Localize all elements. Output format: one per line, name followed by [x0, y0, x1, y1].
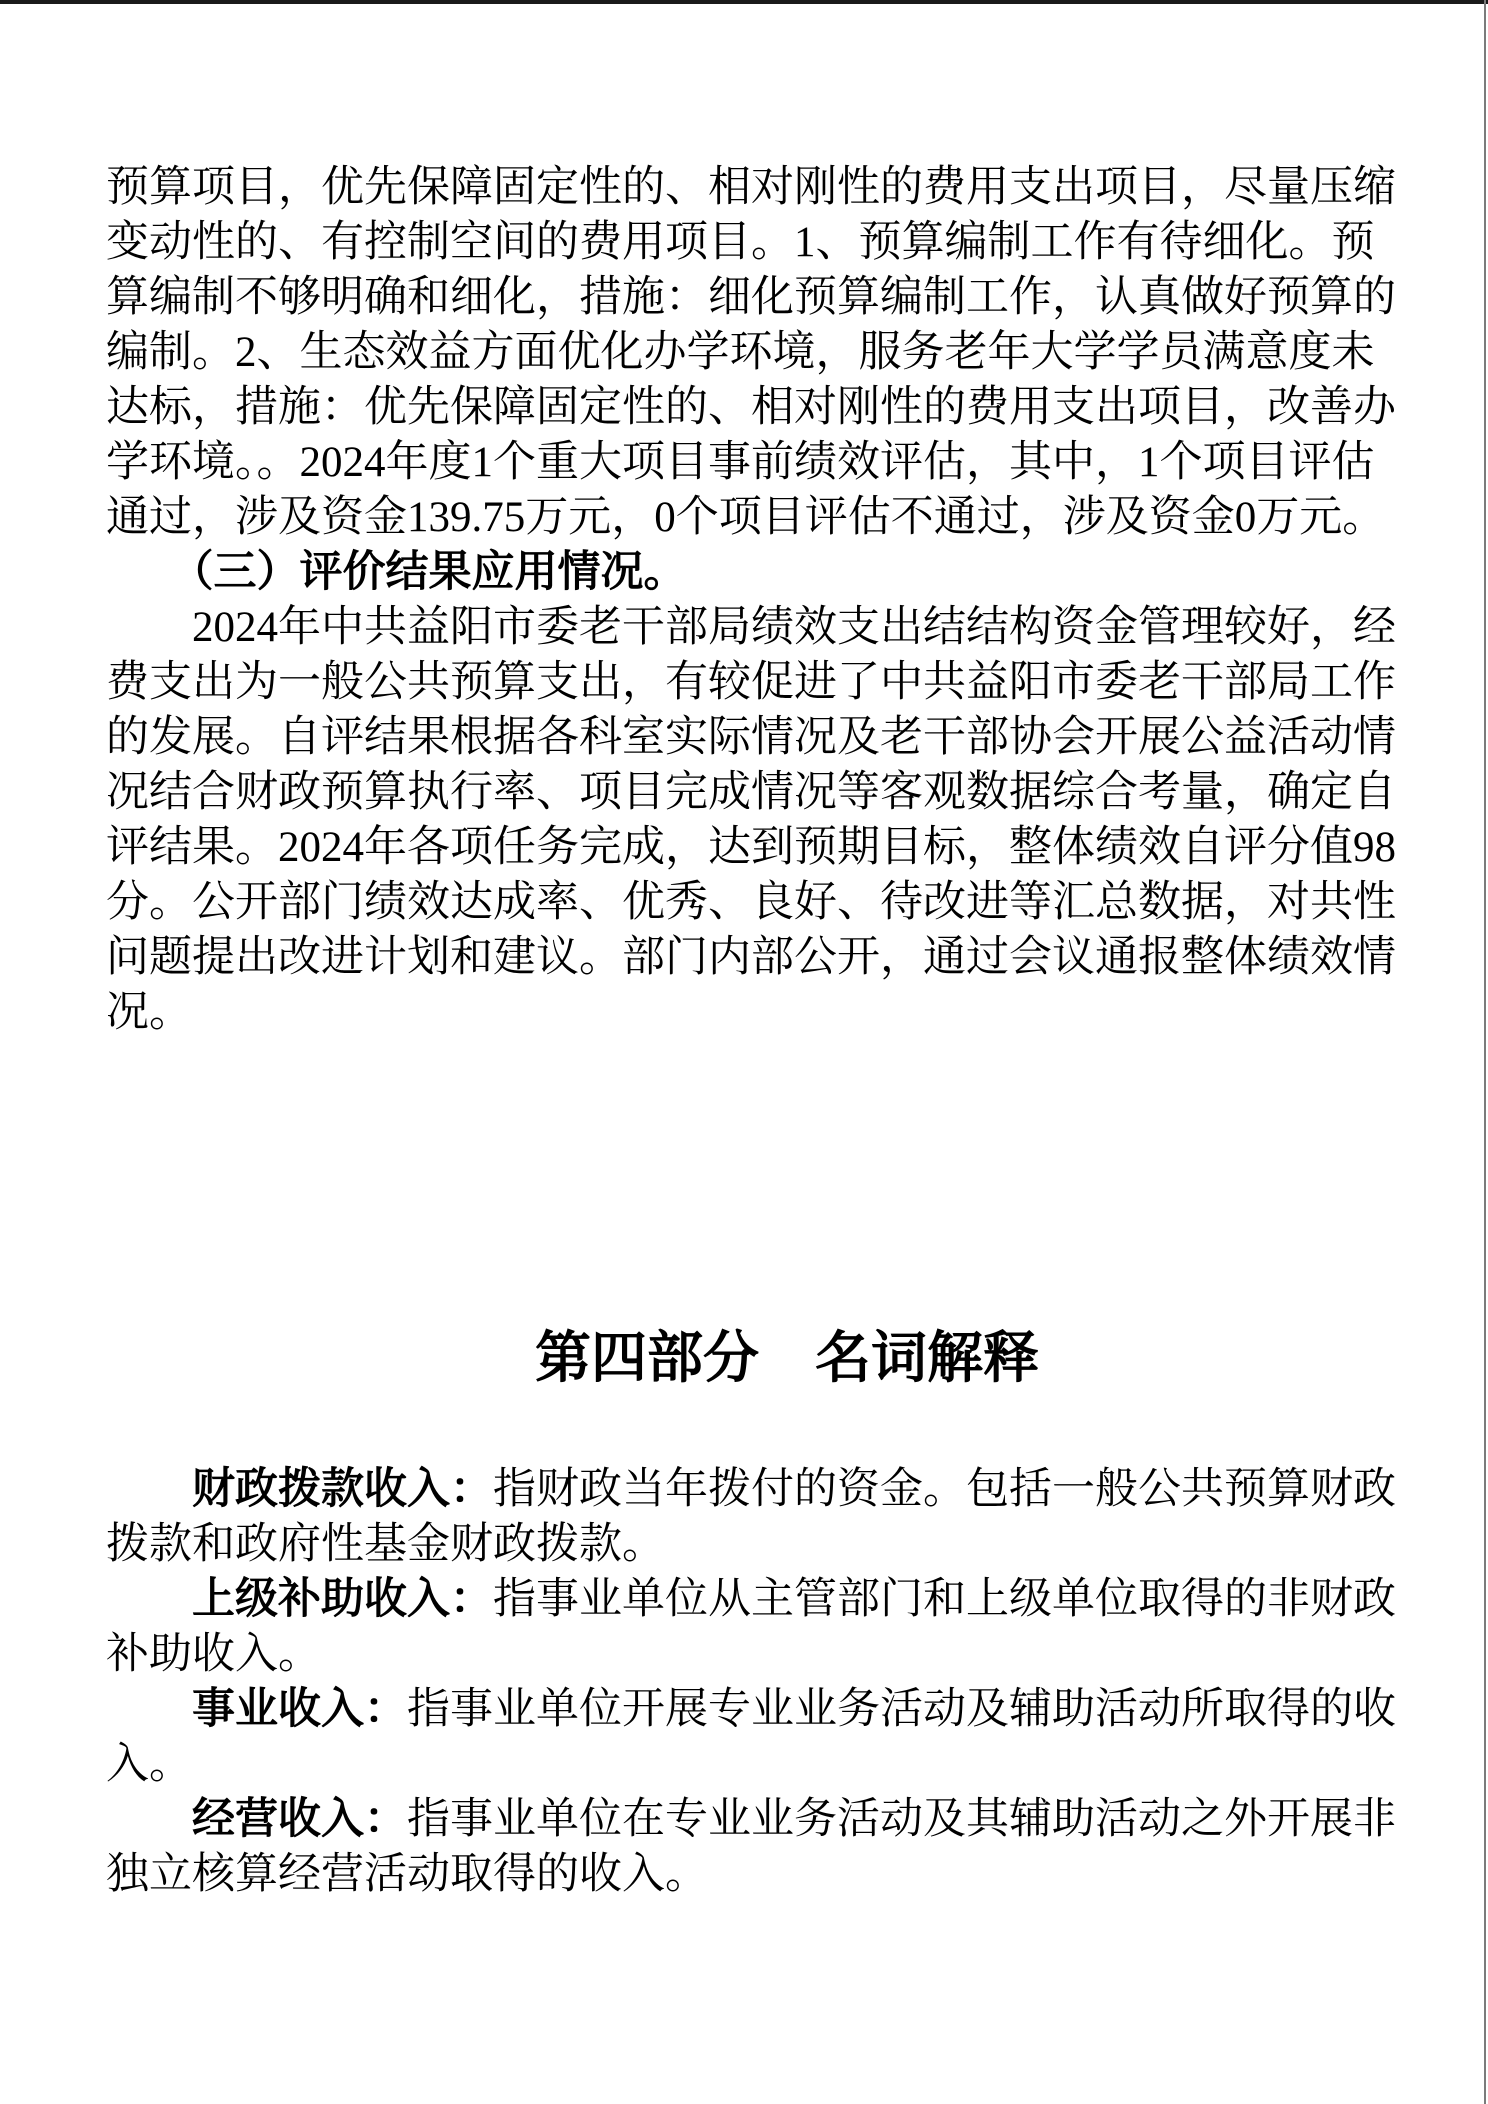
definition-term: 经营收入：	[106, 1796, 407, 1843]
definition-line: 补助收入。	[106, 1631, 321, 1678]
text-line: 况结合财政预算执行率、项目完成情况等客观数据综合考量，确定自	[106, 769, 1396, 816]
body-paragraph-1	[106, 160, 1398, 545]
text-line: 预算项目，优先保障固定性的、相对刚性的费用支出项目，尽量压缩	[106, 164, 1396, 211]
definition-line	[106, 1682, 1398, 1737]
section-title: 第四部分 名词解释	[535, 1328, 1039, 1390]
definition-line	[106, 1572, 1398, 1627]
text-line: 况。	[106, 989, 192, 1036]
subsection-heading: （三）评价结果应用情况。	[106, 549, 687, 596]
body-text-block	[106, 160, 1398, 1040]
definition-text: 指事业单位在专业业务活动及其辅助活动之外开展非	[407, 1796, 1396, 1843]
page-right-border	[1484, 0, 1486, 2104]
definition-text: 指事业单位从主管部门和上级单位取得的非财政	[493, 1576, 1396, 1623]
text-line: 算编制不够明确和细化，措施：细化预算编制工作，认真做好预算的	[106, 274, 1396, 321]
definition-line: 独立核算经营活动取得的收入。	[106, 1851, 708, 1898]
body-paragraph-2	[106, 600, 1398, 1040]
definitions-block	[106, 1462, 1398, 1902]
text-line: 变动性的、有控制空间的费用项目。1、预算编制工作有待细化。预	[106, 219, 1375, 266]
text-line: 问题提出改进计划和建议。部门内部公开，通过会议通报整体绩效情	[106, 934, 1396, 981]
text-line: 评结果。2024年各项任务完成，达到预期目标，整体绩效自评分值98	[106, 824, 1396, 871]
definition-line: 入。	[106, 1741, 192, 1788]
text-line: 学环境。。2024年度1个重大项目事前绩效评估，其中，1个项目评估	[106, 439, 1375, 486]
definition-text: 指财政当年拨付的资金。包括一般公共预算财政	[493, 1466, 1396, 1513]
definition-term: 上级补助收入：	[106, 1576, 493, 1623]
definition-line	[106, 1462, 1398, 1517]
definition-line: 拨款和政府性基金财政拨款。	[106, 1521, 665, 1568]
text-line: 2024年中共益阳市委老干部局绩效支出结结构资金管理较好，经	[106, 604, 1396, 651]
text-line: 编制。2、生态效益方面优化办学环境，服务老年大学学员满意度未	[106, 329, 1375, 376]
definition-term: 财政拨款收入：	[106, 1466, 493, 1513]
definition-line	[106, 1792, 1398, 1847]
page-top-border	[0, 0, 1488, 4]
text-line: 达标，措施：优先保障固定性的、相对刚性的费用支出项目，改善办	[106, 384, 1396, 431]
text-line: 分。公开部门绩效达成率、优秀、良好、待改进等汇总数据，对共性	[106, 879, 1396, 926]
text-line: 费支出为一般公共预算支出，有较促进了中共益阳市委老干部局工作	[106, 659, 1396, 706]
definition-text: 指事业单位开展专业业务活动及辅助活动所取得的收	[407, 1686, 1396, 1733]
text-line: 的发展。自评结果根据各科室实际情况及老干部协会开展公益活动情	[106, 714, 1396, 761]
text-line: 通过，涉及资金139.75万元，0个项目评估不通过，涉及资金0万元。	[106, 494, 1386, 541]
definition-term: 事业收入：	[106, 1686, 407, 1733]
